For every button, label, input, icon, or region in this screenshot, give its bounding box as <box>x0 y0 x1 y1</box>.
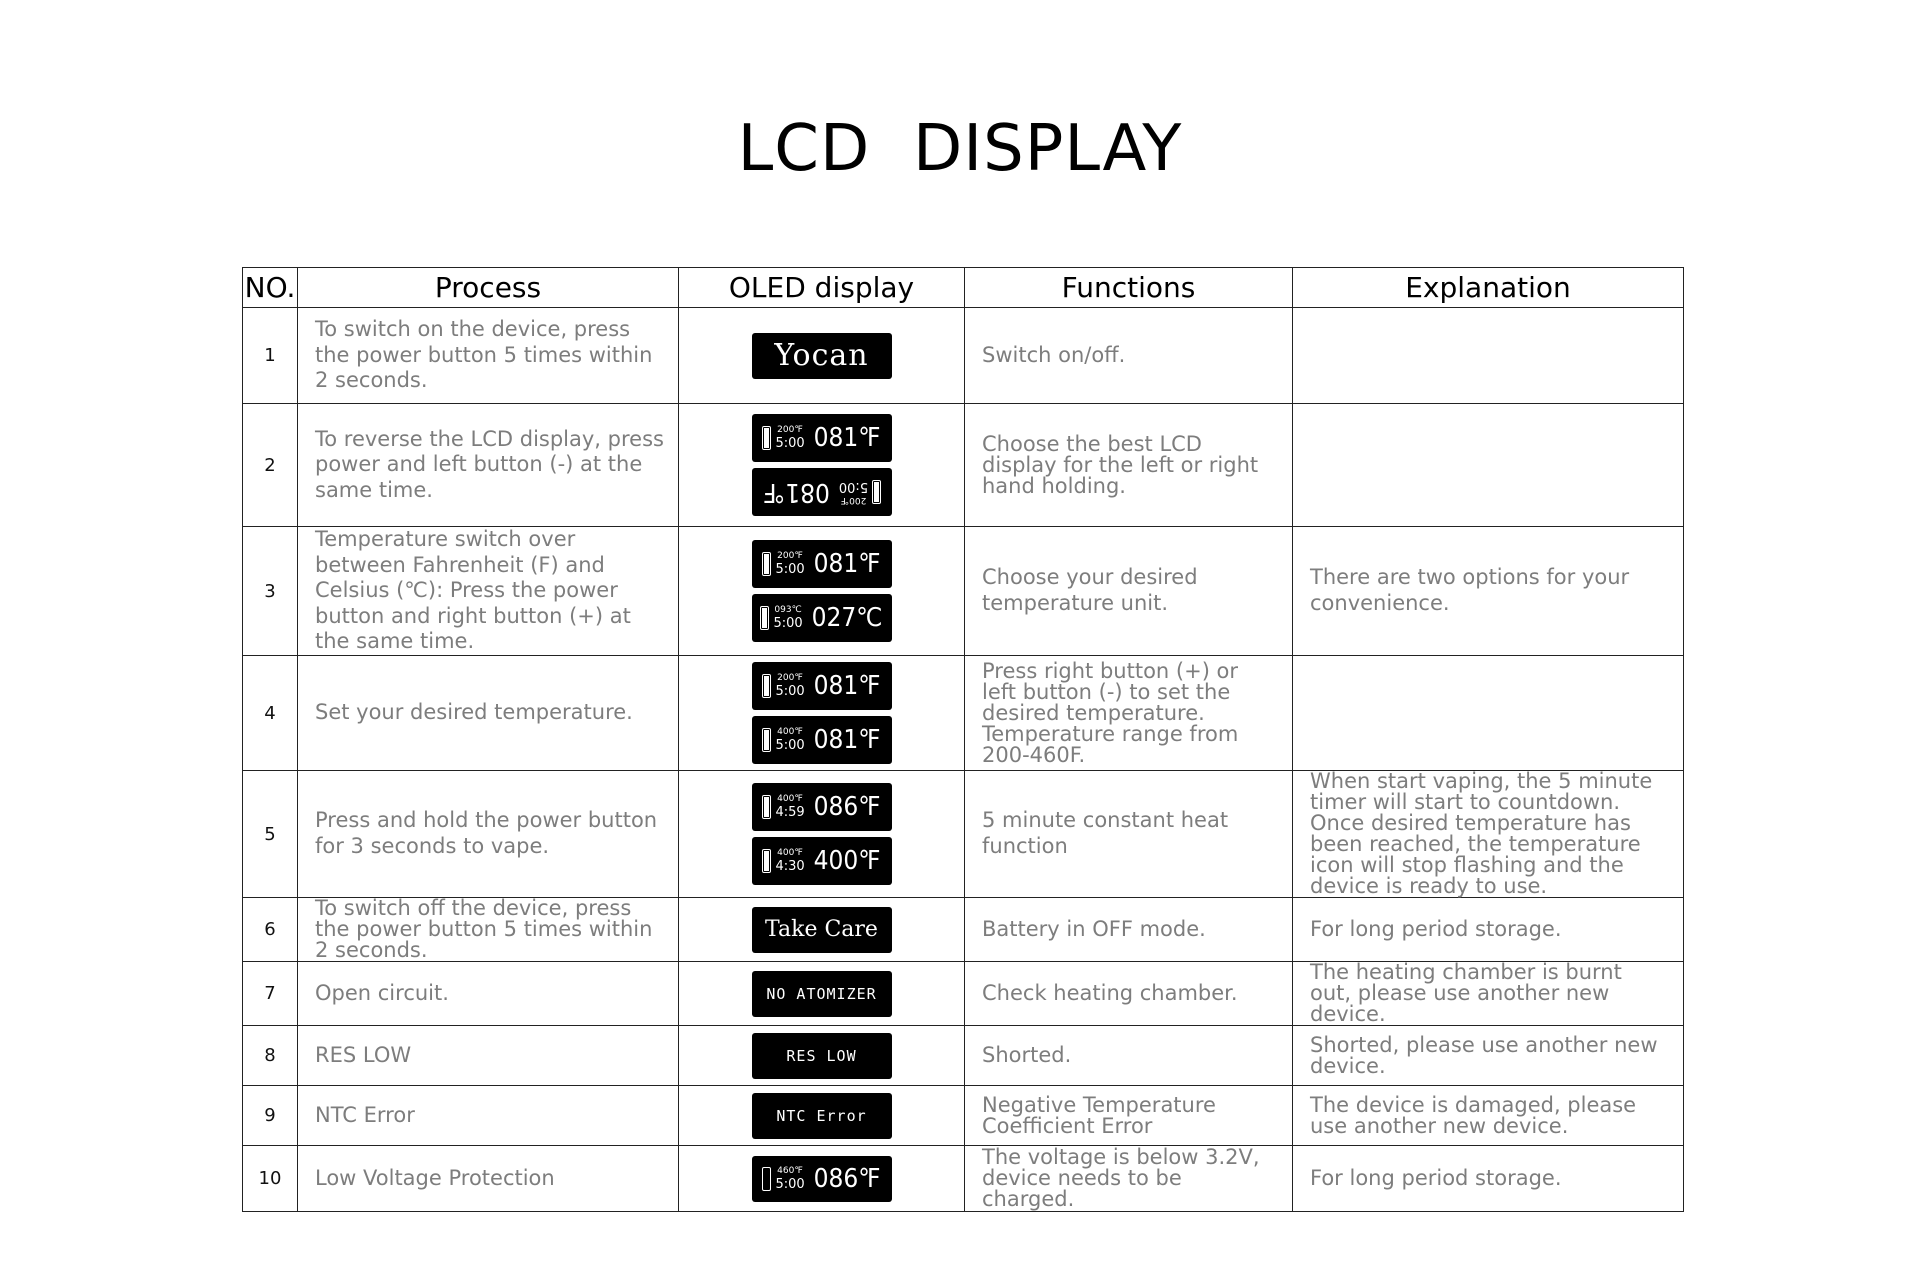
process-cell: Temperature switch over between Fahrenheit (F) and Celsius (℃): Press the power button and right button (+) at the same time. <box>298 527 679 656</box>
battery-fill <box>764 730 769 750</box>
set-temperature: 200℉ <box>840 495 866 505</box>
table-body <box>243 308 1684 1212</box>
timer: 5:00 <box>773 616 803 632</box>
oled-temperature-screen <box>752 837 892 885</box>
process-cell: To switch on the device, press the power button 5 times within 2 seconds. <box>298 308 679 404</box>
row-number: 8 <box>243 1026 298 1086</box>
function-cell: Battery in OFF mode. <box>965 898 1293 962</box>
battery-fill <box>764 851 769 871</box>
function-cell: Shorted. <box>965 1026 1293 1086</box>
table-row <box>243 404 1684 527</box>
timer: 5:00 <box>775 738 805 754</box>
oled-message-text: NO ATOMIZER <box>766 984 877 1003</box>
lcd-display-table <box>242 267 1684 1212</box>
header-explanation: Explanation <box>1293 268 1684 308</box>
table-row <box>243 1146 1684 1212</box>
battery-icon <box>762 552 771 576</box>
row-number: 10 <box>243 1146 298 1212</box>
explanation-cell: For long period storage. <box>1293 1146 1684 1212</box>
table-row <box>243 656 1684 771</box>
row-number: 2 <box>243 404 298 527</box>
explanation-cell: Shorted, please use another new device. <box>1293 1026 1684 1086</box>
set-temperature: 400℉ <box>777 794 803 805</box>
process-cell: RES LOW <box>298 1026 679 1086</box>
function-cell: Choose your desired temperature unit. <box>965 527 1293 656</box>
timer: 5:00 <box>838 479 868 494</box>
function-cell: Check heating chamber. <box>965 962 1293 1026</box>
set-temperature: 460℉ <box>777 1165 803 1176</box>
process-cell: To reverse the LCD display, press power and left button (-) at the same time. <box>298 404 679 527</box>
function-cell: Choose the best LCD display for the left or right hand holding. <box>965 404 1293 527</box>
explanation-cell <box>1293 404 1684 527</box>
oled-setting-info <box>775 552 804 576</box>
oled-temperature-screen <box>752 716 892 764</box>
timer: 5:00 <box>775 684 805 700</box>
table-row <box>243 962 1684 1026</box>
battery-icon <box>762 1167 771 1191</box>
oled-temperature-screen <box>752 1156 892 1202</box>
battery-fill <box>764 797 769 817</box>
battery-icon <box>872 480 881 504</box>
row-number: 3 <box>243 527 298 656</box>
oled-message-screen <box>752 333 892 379</box>
timer: 5:00 <box>775 562 805 578</box>
battery-fill <box>762 608 767 628</box>
set-temperature: 400℉ <box>777 848 803 859</box>
explanation-cell: When start vaping, the 5 minute timer will start to countdown. Once desired temperature has been reached, the temperature icon will stop flashing and the device is ready to use. <box>1293 771 1684 898</box>
row-number: 6 <box>243 898 298 962</box>
oled-message-screen <box>752 1033 892 1079</box>
function-cell: 5 minute constant heat function <box>965 771 1293 898</box>
current-temperature: 081℉ <box>762 477 830 507</box>
table-row <box>243 527 1684 656</box>
oled-setting-info <box>775 849 804 873</box>
oled-setting-info <box>775 674 804 698</box>
timer: 4:59 <box>775 805 805 821</box>
explanation-cell <box>1293 308 1684 404</box>
oled-message-screen <box>752 907 892 953</box>
oled-display-cell <box>679 1026 965 1086</box>
set-temperature: 200℉ <box>777 425 803 435</box>
oled-display-cell <box>679 898 965 962</box>
oled-setting-info <box>775 426 804 450</box>
timer: 4:30 <box>775 859 805 875</box>
battery-fill <box>764 554 769 574</box>
oled-setting-info <box>773 606 802 630</box>
row-number: 1 <box>243 308 298 404</box>
oled-message-screen <box>752 1093 892 1139</box>
current-temperature: 400℉ <box>813 846 881 877</box>
set-temperature: 400℉ <box>777 727 803 738</box>
current-temperature: 081℉ <box>813 671 881 702</box>
explanation-cell: The device is damaged, please use another new device. <box>1293 1086 1684 1146</box>
oled-display-cell <box>679 527 965 656</box>
row-number: 7 <box>243 962 298 1026</box>
explanation-cell: For long period storage. <box>1293 898 1684 962</box>
header-no: NO. <box>243 268 298 308</box>
table-row <box>243 1026 1684 1086</box>
explanation-cell <box>1293 656 1684 771</box>
process-cell: NTC Error <box>298 1086 679 1146</box>
oled-temperature-screen <box>752 414 892 462</box>
set-temperature: 093℃ <box>774 605 802 616</box>
oled-display-cell <box>679 308 965 404</box>
table-row <box>243 1086 1684 1146</box>
oled-display-cell <box>679 962 965 1026</box>
oled-message-text: RES LOW <box>786 1046 857 1065</box>
battery-icon <box>762 426 771 450</box>
oled-display-cell <box>679 1146 965 1212</box>
timer: 5:00 <box>775 436 805 451</box>
battery-fill <box>874 482 879 502</box>
table-row <box>243 898 1684 962</box>
oled-setting-info <box>838 480 867 504</box>
oled-temperature-screen <box>752 594 892 642</box>
battery-fill <box>764 428 769 448</box>
current-temperature: 081℉ <box>813 549 881 580</box>
battery-icon <box>762 849 771 873</box>
oled-message-text: NTC Error <box>776 1106 867 1125</box>
function-cell: Negative Temperature Coefficient Error <box>965 1086 1293 1146</box>
process-cell: Set your desired temperature. <box>298 656 679 771</box>
oled-display-cell <box>679 656 965 771</box>
battery-icon <box>762 728 771 752</box>
row-number: 9 <box>243 1086 298 1146</box>
oled-message-text: Take Care <box>765 917 878 943</box>
current-temperature: 081℉ <box>813 725 881 756</box>
battery-icon <box>760 606 769 630</box>
oled-temperature-screen <box>752 783 892 831</box>
oled-temperature-screen <box>752 662 892 710</box>
function-cell: Press right button (+) or left button (-) to set the desired temperature. Temperature range from 200-460F. <box>965 656 1293 771</box>
oled-setting-info <box>775 728 804 752</box>
explanation-cell: The heating chamber is burnt out, please use another new device. <box>1293 962 1684 1026</box>
process-cell: To switch off the device, press the power button 5 times within 2 seconds. <box>298 898 679 962</box>
oled-display-cell <box>679 404 965 527</box>
process-cell: Press and hold the power button for 3 seconds to vape. <box>298 771 679 898</box>
oled-display-cell <box>679 771 965 898</box>
oled-setting-info <box>775 1167 804 1191</box>
header-oled-display: OLED display <box>679 268 965 308</box>
current-temperature: 086℉ <box>813 1163 881 1194</box>
current-temperature: 081℉ <box>813 423 881 453</box>
table-header-row <box>243 268 1684 308</box>
row-number: 4 <box>243 656 298 771</box>
function-cell: Switch on/off. <box>965 308 1293 404</box>
oled-setting-info <box>775 795 804 819</box>
set-temperature: 200℉ <box>777 673 803 684</box>
oled-reversed-screen <box>752 468 892 516</box>
battery-fill <box>764 676 769 696</box>
current-temperature: 086℉ <box>813 792 881 823</box>
oled-temperature-screen <box>752 540 892 588</box>
explanation-cell: There are two options for your convenience. <box>1293 527 1684 656</box>
header-process: Process <box>298 268 679 308</box>
process-cell: Open circuit. <box>298 962 679 1026</box>
header-functions: Functions <box>965 268 1293 308</box>
battery-icon <box>762 795 771 819</box>
page-title: LCD DISPLAY <box>737 112 1183 186</box>
oled-message-screen <box>752 971 892 1017</box>
function-cell: The voltage is below 3.2V, device needs to be charged. <box>965 1146 1293 1212</box>
oled-display-cell <box>679 1086 965 1146</box>
row-number: 5 <box>243 771 298 898</box>
timer: 5:00 <box>775 1176 805 1192</box>
current-temperature: 027℃ <box>811 603 883 634</box>
process-cell: Low Voltage Protection <box>298 1146 679 1212</box>
battery-icon <box>762 674 771 698</box>
table-row <box>243 771 1684 898</box>
set-temperature: 200℉ <box>777 551 803 562</box>
oled-message-text: Yocan <box>774 338 869 373</box>
table-row <box>243 308 1684 404</box>
